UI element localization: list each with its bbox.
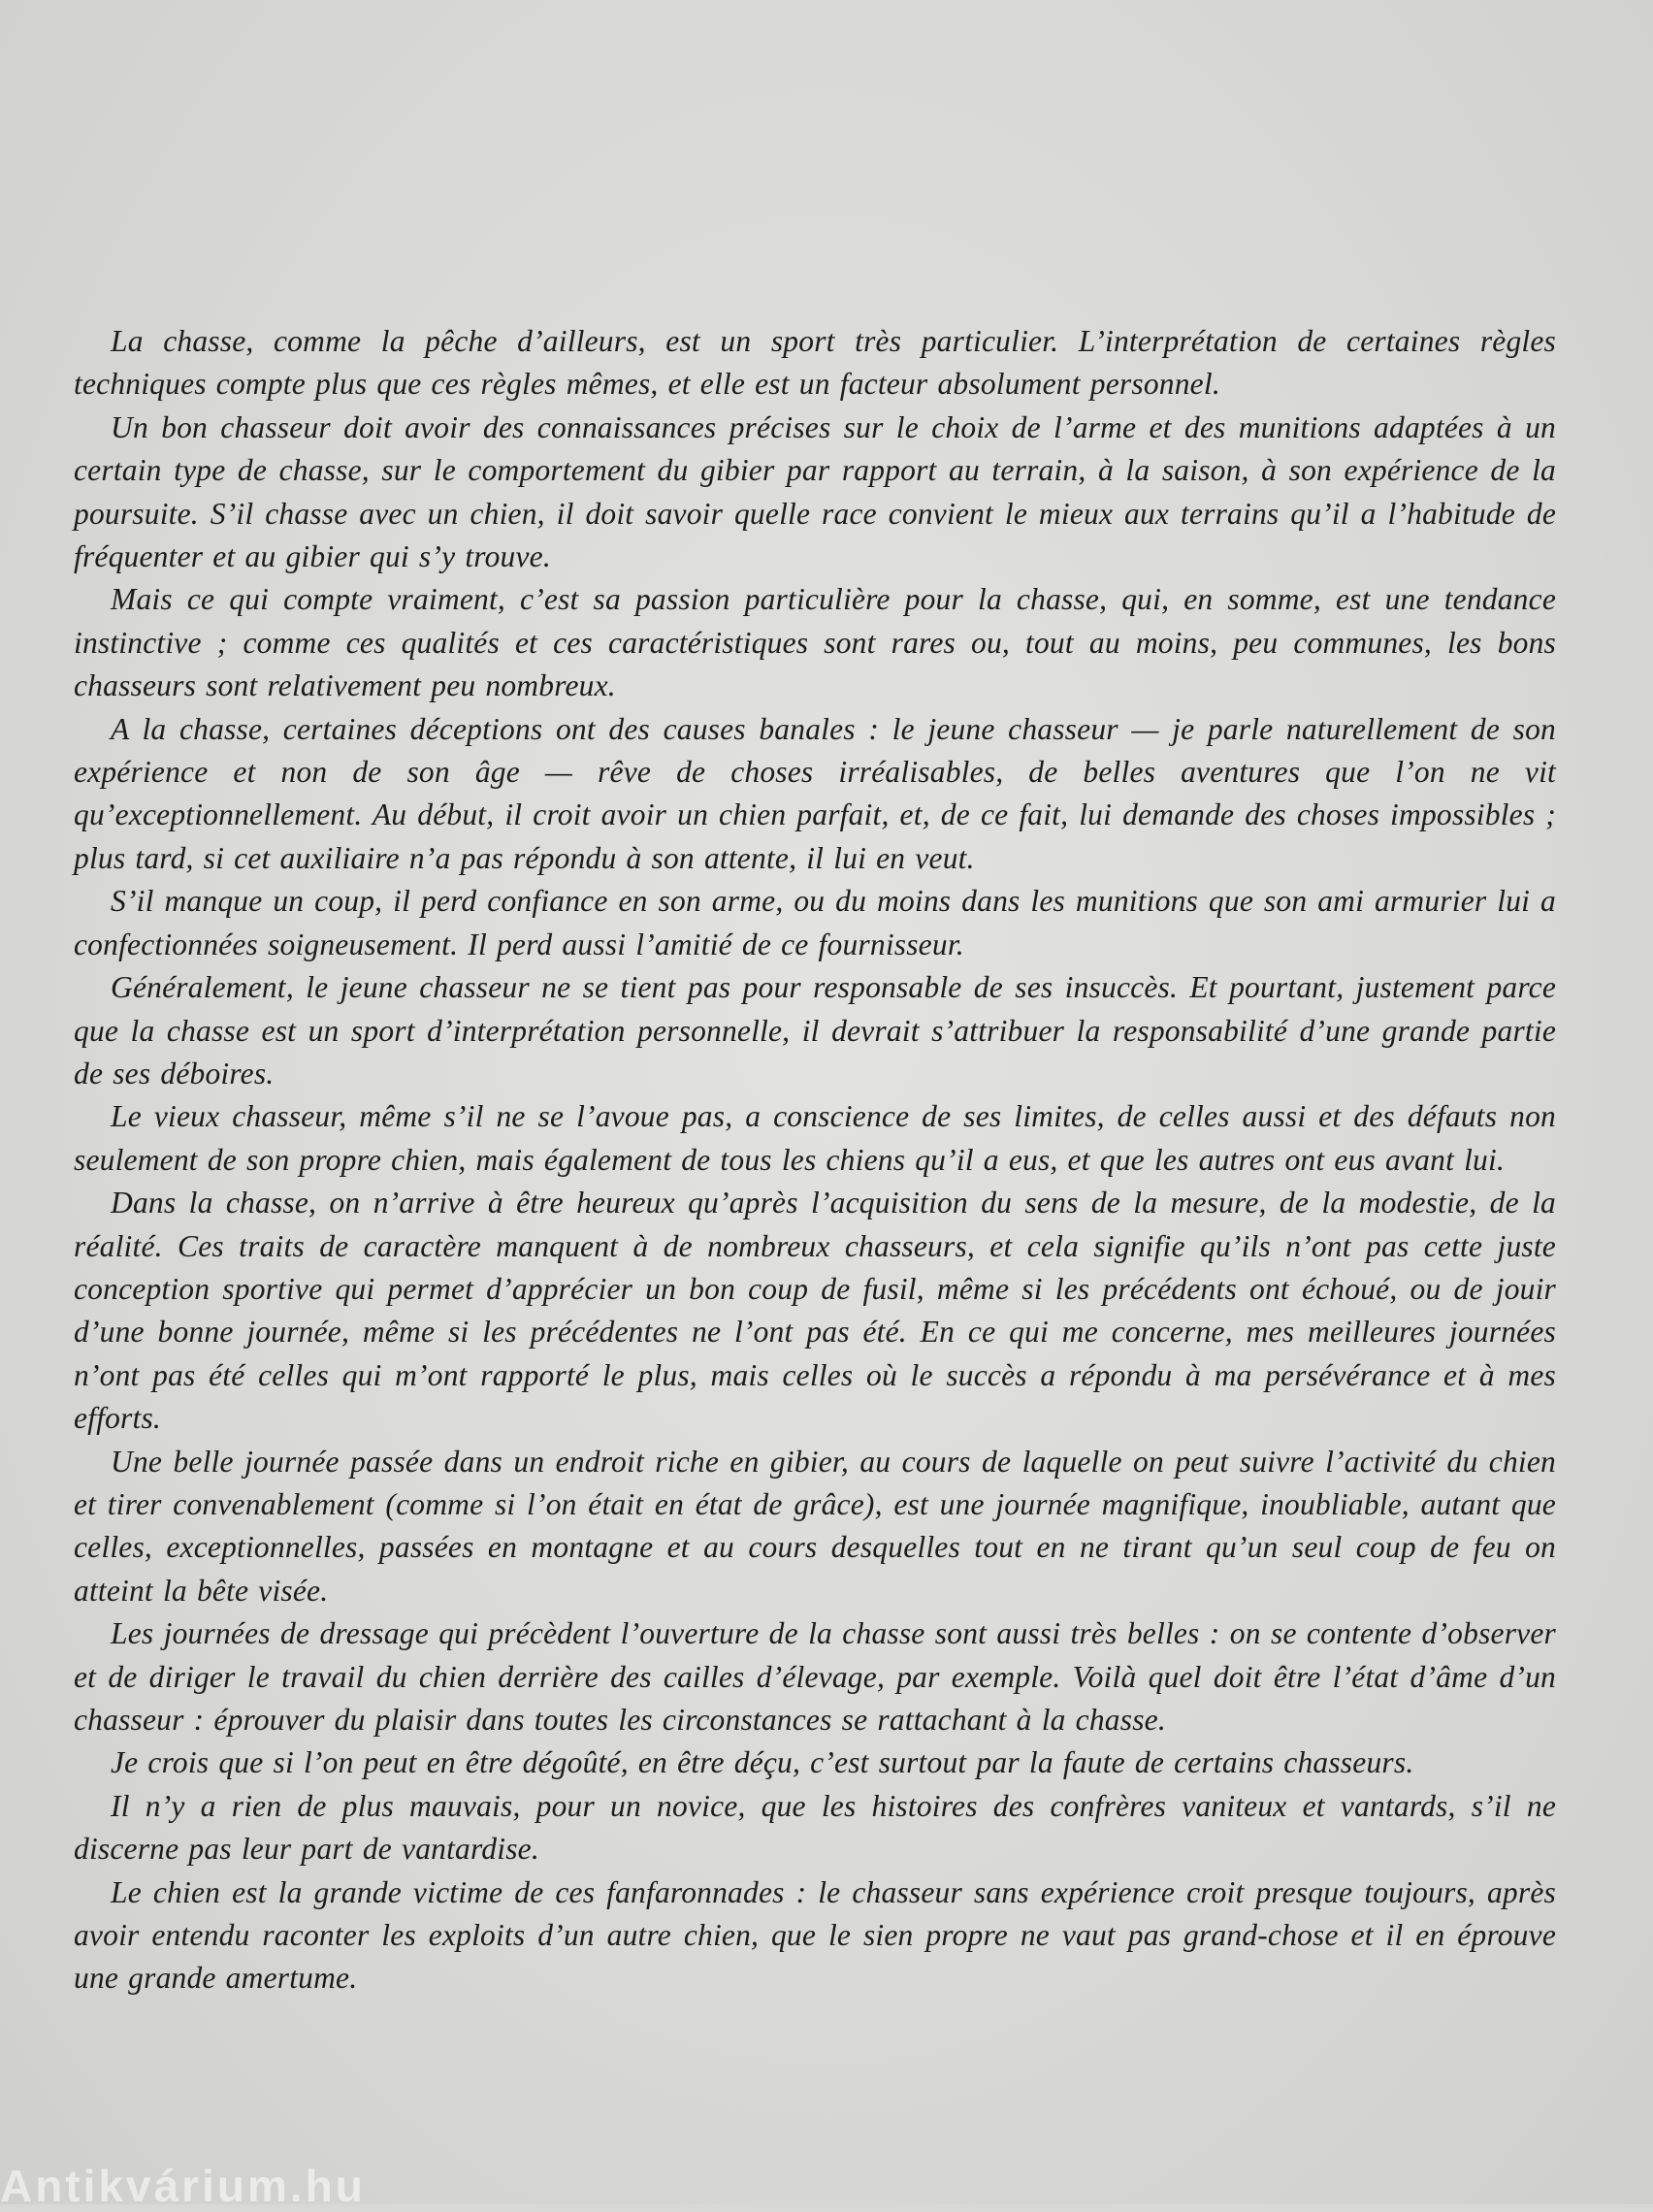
- paragraph-13: Le chien est la grande victime de ces fanfaronnades : le chasseur sans expérience croit presque toujours, après avoir entendu raconter les exploits d’un autre chien, que le sien propre ne vaut pas grand-chose et il en éprouve une grande amertume.: [74, 1874, 1556, 1996]
- paragraph-1: La chasse, comme la pêche d’ailleurs, est un sport très particulier. L’interprétation de certaines règles techniques compte plus que ces règles mêmes, et elle est un facteur absolument personnel.: [74, 324, 1556, 402]
- paragraph-3: Mais ce qui compte vraiment, c’est sa passion particulière pour la chasse, qui, en somme, est une tendance instinctive ; comme ces qualités et ces caractéristiques sont rares ou, tout au moins, peu communes, les bons chasseurs sont relativement peu nombreux.: [74, 582, 1556, 703]
- paragraph-12: Il n’y a rien de plus mauvais, pour un novice, que les histoires des confrères vaniteux et vantards, s’il ne discerne pas leur part de vantardise.: [74, 1788, 1556, 1867]
- paragraph-10: Les journées de dressage qui précèdent l’ouverture de la chasse sont aussi très belles : on se contente d’observer et de diriger le travail du chien derrière des cailles d’élevage, par exemple. Voilà quel doit être l’état d’âme d’un chasseur : éprouver du plaisir dans toutes les circonstances se rattachant à la chasse.: [74, 1616, 1556, 1737]
- watermark: Antikvárium.hu: [0, 2161, 366, 2211]
- paragraph-5: S’il manque un coup, il perd confiance en son arme, ou du moins dans les munitions que son ami armurier lui a confectionnées soigneusement. Il perd aussi l’amitié de ce fournisseur.: [74, 884, 1556, 961]
- paragraph-6: Généralement, le jeune chasseur ne se tient pas pour responsable de ses insuccès. Et pourtant, justement parce que la chasse est un sport d’interprétation personnelle, il devrait s’attribuer la responsabilité d’une grande partie de ses déboires.: [74, 970, 1556, 1090]
- paragraph-4: A la chasse, certaines déceptions ont des causes banales : le jeune chasseur — je parle naturellement de son expérience et non de son âge — rêve de choses irréalisables, de belles aventures que l’on ne vit qu’exceptionnellement. Au début, il croit avoir un chien parfait, et, de ce fait, lui demande des choses impossibles ; plus tard, si cet auxiliaire n’a pas répondu à son attente, il lui en veut.: [74, 711, 1556, 875]
- paragraph-2: Un bon chasseur doit avoir des connaissances précises sur le choix de l’arme et des munitions adaptées à un certain type de chasse, sur le comportement du gibier par rapport au terrain, à la saison, à son expérience de la poursuite. S’il chasse avec un chien, il doit savoir quelle race convient le mieux aux terrains qu’il a l’habitude de fréquenter et au gibier qui s’y trouve.: [74, 409, 1556, 574]
- paragraph-9: Une belle journée passée dans un endroit riche en gibier, au cours de laquelle on peut suivre l’activité du chien et tirer convenablement (comme si l’on était en état de grâce), est une journée magnifique, inoubliable, autant que celles, exceptionnelles, passées en montagne et au cours desquelles tout en ne tirant qu’un seul coup de feu on atteint la bête visée.: [74, 1444, 1556, 1608]
- paragraph-7: Le vieux chasseur, même s’il ne se l’avoue pas, a conscience de ses limites, de celles aussi et des défauts non seulement de son propre chien, mais également de tous les chiens qu’il a eus, et que les autres ont eus avant lui.: [74, 1099, 1556, 1177]
- body-text: [74, 320, 1556, 2001]
- paragraph-8: Dans la chasse, on n’arrive à être heureux qu’après l’acquisition du sens de la mesure, de la modestie, de la réalité. Ces traits de caractère manquent à de nombreux chasseurs, et cela signifie qu’ils n’ont pas cette juste conception sportive qui permet d’apprécier un bon coup de fusil, même si les précédents ont échoué, ou de jouir d’une bonne journée, même si les précédentes ne l’ont pas été. En ce qui me concerne, mes meilleures journées n’ont pas été celles qui m’ont rapporté le plus, mais celles où le succès a répondu à ma persévérance et à mes efforts.: [74, 1186, 1556, 1436]
- paragraph-11: Je crois que si l’on peut en être dégoûté, en être déçu, c’est surtout par la faute de certains chasseurs.: [111, 1745, 1414, 1780]
